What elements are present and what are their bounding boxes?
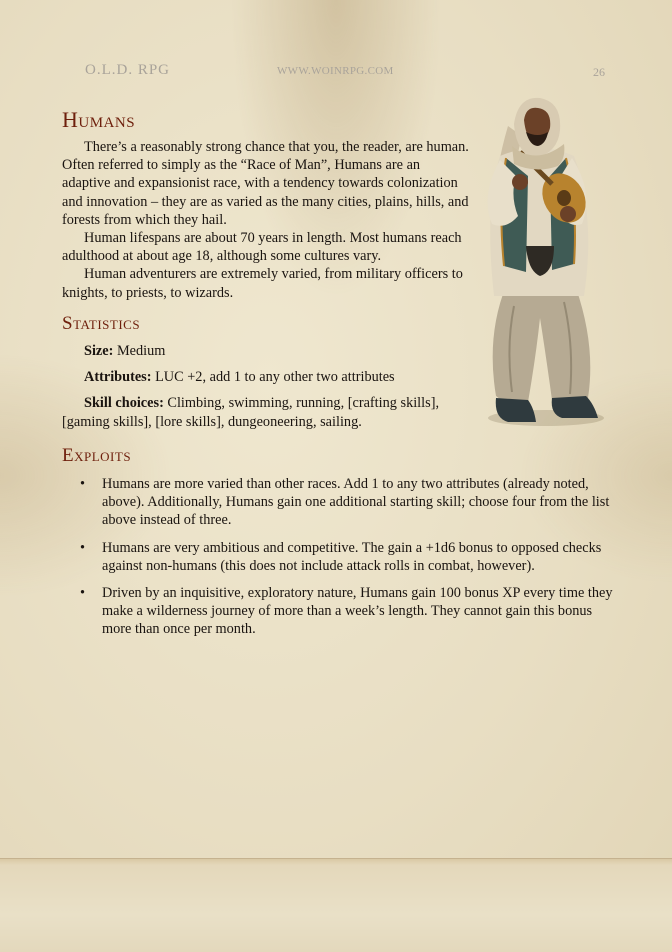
stat-size-value: Medium	[113, 343, 166, 359]
human-bard-illustration	[466, 96, 608, 438]
stat-size-label: Size:	[84, 343, 114, 359]
list-item	[62, 475, 617, 530]
stat-skills-label: Skill choices:	[84, 395, 164, 412]
human-bard-figure	[466, 96, 608, 438]
stat-skills-value: Climbing, swimming, running, [crafting skills], [gaming skills], [lore skills], dungeoneering, sailing.	[62, 395, 440, 430]
exploit-text: Humans are more varied than other races. Add 1 to any two attributes (already noted, above). Additionally, Humans gain one additional starting skill; choose four from the list above instead of three.	[102, 476, 610, 529]
intro-paragraph: There’s a reasonably strong chance that you, the reader, are human. Often referred to simply as the “Race of Man”, Humans are an adaptive and expansionist race, with a tendency towards colonization and innovation – they are as varied as the many cities, plains, hills, and forests from which they hail.	[62, 139, 469, 228]
list-item	[62, 584, 617, 639]
section-title-statistics: Statistics	[62, 313, 141, 334]
exploits-list	[62, 475, 617, 648]
stat-attributes-value: LUC +2, add 1 to any other two attributes	[151, 369, 395, 386]
intro-paragraph: Human lifespans are about 70 years in length. Most humans reach adulthood at about age 18, although some cultures vary.	[62, 230, 462, 265]
list-item	[62, 539, 617, 575]
stat-attributes	[62, 368, 462, 386]
exploit-text: Humans are very ambitious and competitive. The gain a +1d6 bonus to opposed checks against non-humans (this does not include attack rolls in combat, however).	[102, 539, 602, 574]
page-header	[0, 64, 672, 80]
bullet: •	[80, 476, 86, 492]
section-title-exploits: Exploits	[62, 445, 132, 466]
page-bottom-edge	[0, 858, 672, 952]
stat-skills	[62, 394, 462, 430]
bullet: •	[80, 539, 86, 556]
stat-size	[62, 342, 462, 360]
header-title: O.L.D. RPG	[85, 62, 171, 78]
header-website: WWW.WOINRPG.COM	[277, 65, 394, 77]
section-title-humans: Humans	[62, 107, 136, 132]
intro-paragraph: Human adventurers are extremely varied, from military officers to knights, to priests, to wizards.	[62, 266, 463, 301]
humans-intro	[62, 138, 470, 302]
exploit-text: Driven by an inquisitive, exploratory nature, Humans gain 100 bonus XP every time they make a wilderness journey of more than a week’s length. They cannot gain this bonus more than once per month.	[102, 585, 613, 638]
page-number: 26	[593, 65, 605, 79]
statistics-block	[62, 342, 462, 439]
stat-attributes-label: Attributes:	[84, 369, 152, 386]
bullet: •	[80, 585, 86, 602]
